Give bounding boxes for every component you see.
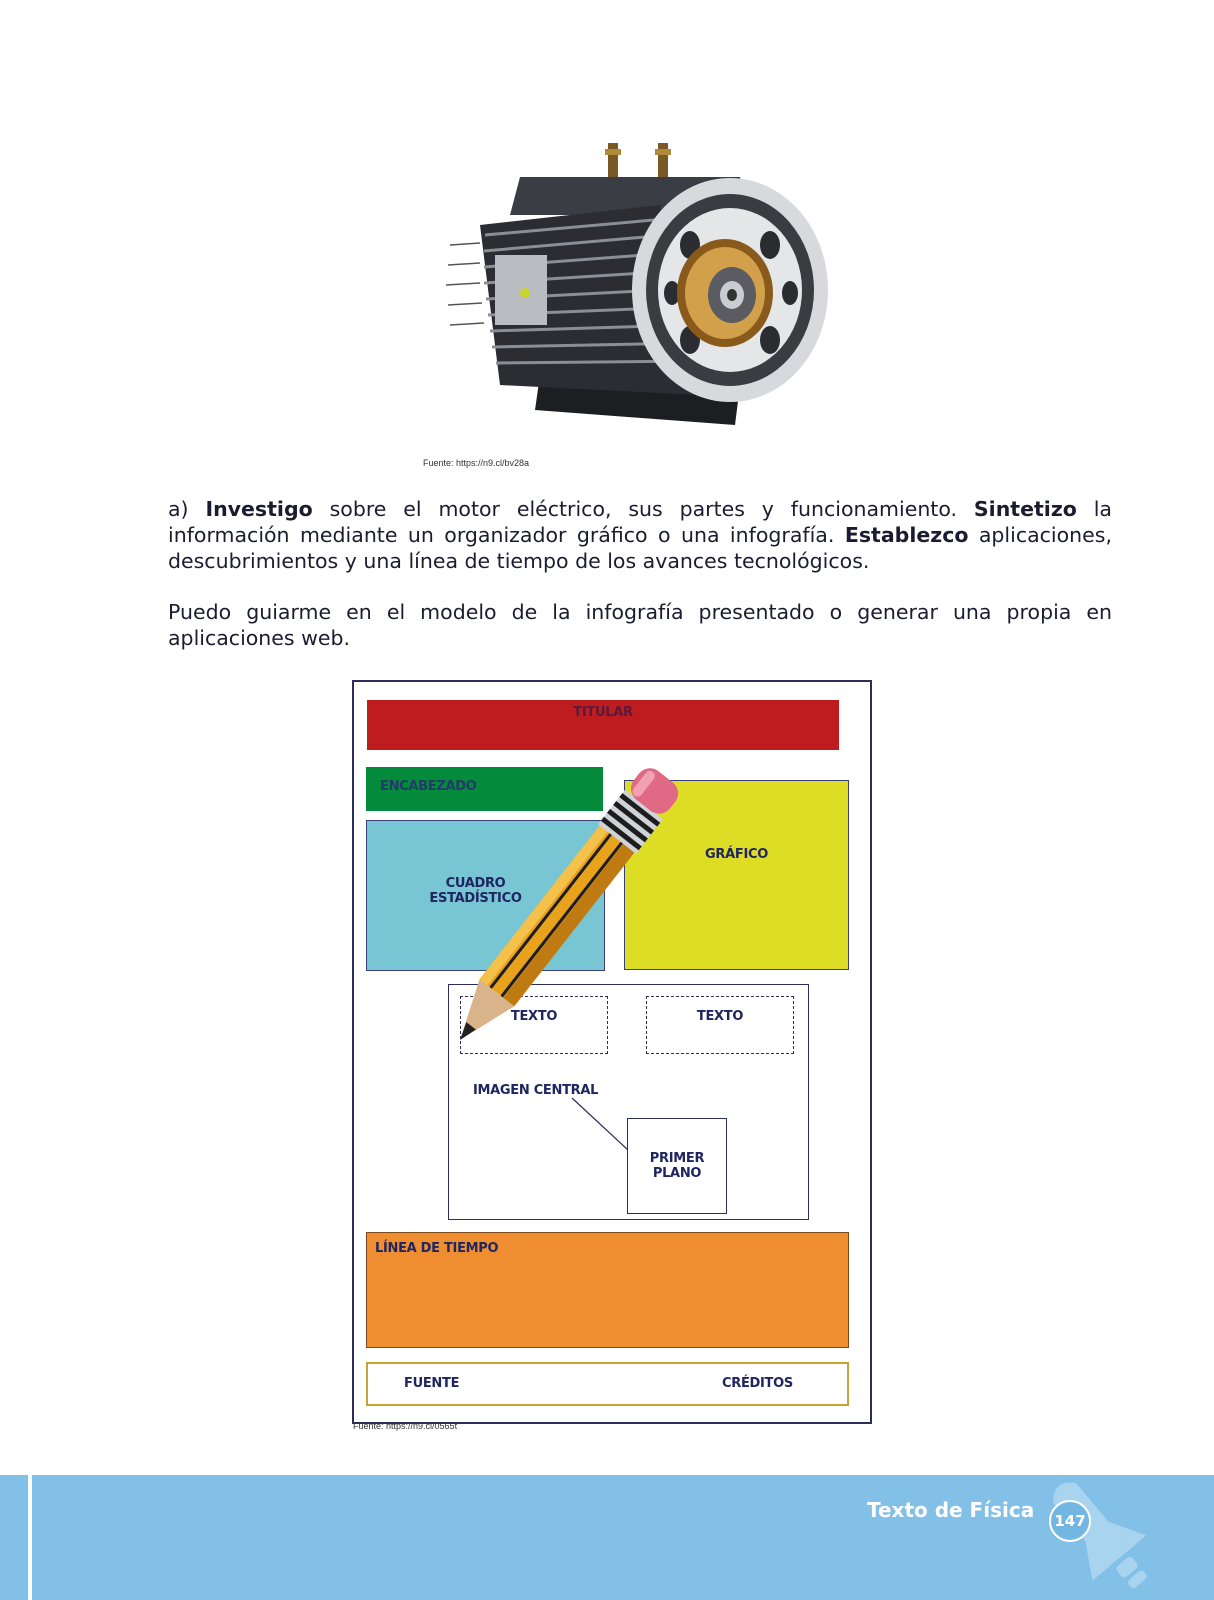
page-number: 147 bbox=[1054, 1512, 1086, 1530]
texto-left-label: TEXTO bbox=[510, 1009, 558, 1024]
motor-image-caption: Fuente: https://n9.cl/bv28a bbox=[423, 458, 530, 468]
linea-de-tiempo-box bbox=[366, 1232, 849, 1348]
linea-label: LÍNEA DE TIEMPO bbox=[375, 1241, 499, 1256]
activity-text-1: sobre el motor eléctrico, sus partes y funcionamiento. bbox=[329, 497, 958, 521]
cuadro-label-line1: CUADRO bbox=[445, 875, 506, 891]
fuente-creditos-box bbox=[366, 1362, 849, 1406]
imagen-central-label: IMAGEN CENTRAL bbox=[473, 1083, 599, 1098]
keyword-sintetizo: Sintetizo bbox=[973, 497, 1077, 521]
guide-paragraph: Puedo guiarme en el modelo de la infografía presentado o generar una propia en aplicaciones web. bbox=[168, 600, 1112, 650]
titular-label: TITULAR bbox=[573, 705, 633, 720]
creditos-label: CRÉDITOS bbox=[722, 1376, 793, 1391]
grafico-label: GRÁFICO bbox=[705, 847, 768, 862]
primer-plano-box bbox=[627, 1118, 727, 1214]
keyword-establezco: Establezco bbox=[844, 523, 969, 547]
primer-label-line2: PLANO bbox=[652, 1166, 702, 1181]
book-title: Texto de Física bbox=[867, 1498, 1035, 1522]
cuadro-label-line2: ESTADÍSTICO bbox=[429, 890, 522, 906]
primer-label-line1: PRIMER bbox=[649, 1151, 705, 1166]
footer-divider bbox=[28, 1475, 32, 1600]
activity-text-2: la información mediante un organizador gráfico o una infografía. bbox=[168, 497, 1112, 547]
fuente-label: FUENTE bbox=[404, 1376, 460, 1391]
page-number-badge bbox=[1049, 1500, 1091, 1542]
texto-right-label: TEXTO bbox=[696, 1009, 744, 1024]
activity-text-3: aplicaciones, descubrimientos y una línea de tiempo de los avances tecnológicos. bbox=[168, 523, 1112, 573]
electric-motor-image bbox=[440, 135, 830, 435]
activity-paragraph bbox=[168, 496, 1112, 574]
rocket-icon bbox=[1030, 1470, 1170, 1600]
pencil-image bbox=[450, 740, 710, 1050]
encabezado-label: ENCABEZADO bbox=[380, 779, 477, 794]
infographic-caption: Fuente: https://n9.cl/0565t bbox=[353, 1421, 458, 1431]
keyword-investigo: Investigo bbox=[205, 497, 313, 521]
item-label: a) bbox=[168, 497, 189, 521]
